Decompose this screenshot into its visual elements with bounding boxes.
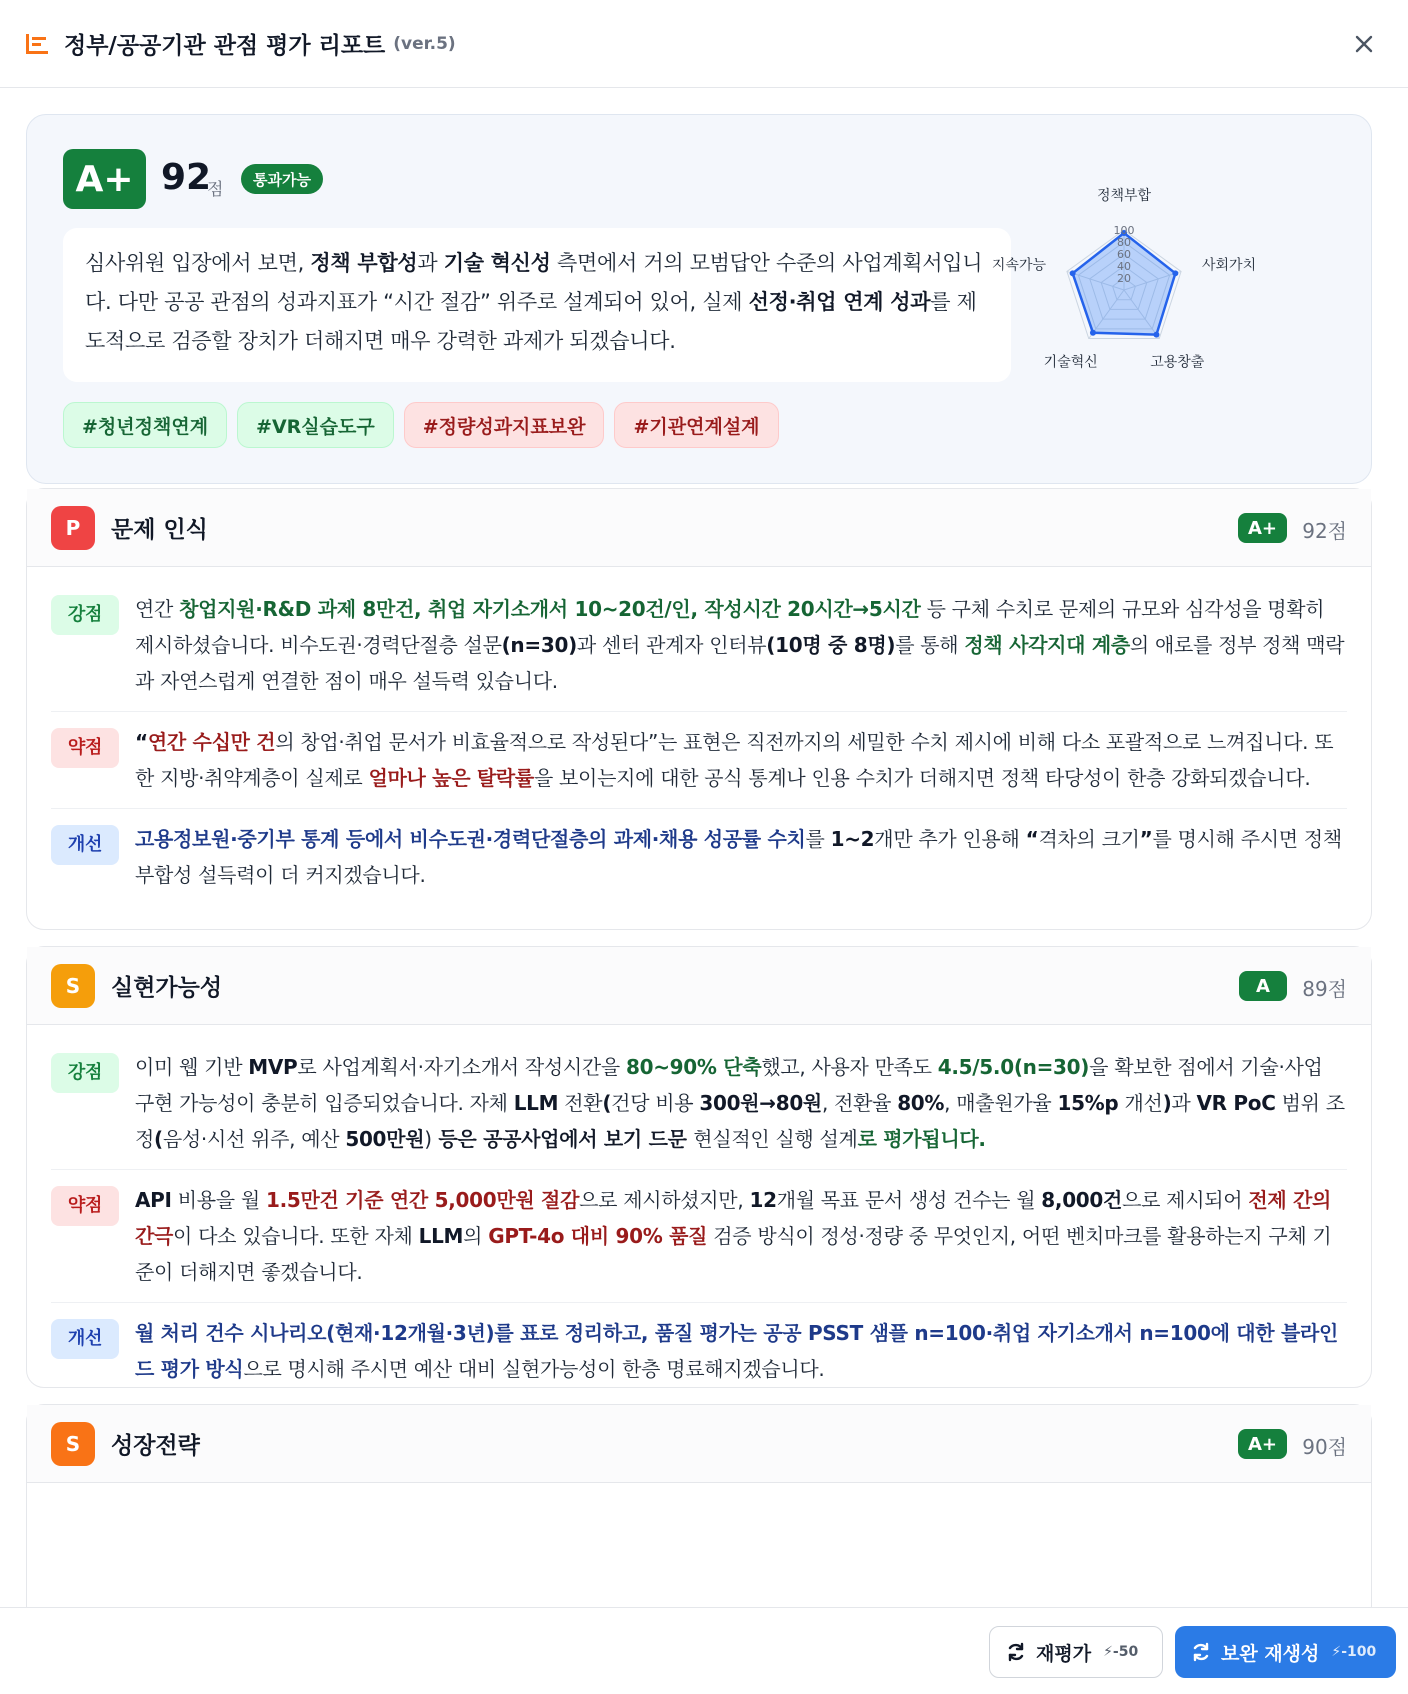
section-problem <box>26 488 1372 930</box>
strength-row <box>27 567 1371 711</box>
text: 으로 제시하셨지만, <box>579 1188 750 1212</box>
report-logo-icon <box>24 31 50 57</box>
section-score: 92점 <box>1302 519 1347 543</box>
highlight: 300원→80원 <box>699 1091 822 1115</box>
score-unit: 점 <box>207 180 224 200</box>
text: 을 보이는지에 대한 공식 통계나 인용 수치가 더해지면 정책 타당성이 한층 강화되겠습니다. <box>533 766 1311 790</box>
report-content[interactable] <box>0 89 1408 1606</box>
highlight: 고용정보원·중기부 통계 등에서 비수도권·경력단절층의 과제·채용 성공률 수치 <box>135 827 806 851</box>
text: , 매출원가율 <box>944 1091 1058 1115</box>
section-icon-p: P <box>51 506 95 550</box>
summary-highlight: 선정·취업 연계 성과 <box>748 290 931 314</box>
highlight: VR PoC <box>1196 1091 1276 1115</box>
text: 음성·시선 위주, 예산 <box>162 1127 346 1151</box>
text: 의 <box>463 1224 489 1248</box>
overall-score: 92 <box>161 157 212 198</box>
highlight: GPT-4o 대비 90% 품질 <box>488 1224 708 1248</box>
text: 으로 제시되어 <box>1122 1188 1249 1212</box>
text: 개선 <box>1118 1091 1163 1115</box>
close-button[interactable] <box>1344 24 1384 64</box>
tag-youth-policy[interactable]: #청년정책연계 <box>63 402 227 448</box>
page-title: 정부/공공기관 관점 평가 리포트 <box>64 33 386 59</box>
text: 를 <box>805 827 831 851</box>
radar-axis-label: 지속가능 <box>991 257 1046 274</box>
section-header <box>27 947 1371 1025</box>
text: 했고, 사용자 만족도 <box>761 1055 938 1079</box>
section-header <box>27 1405 1371 1483</box>
highlight: ) <box>1162 1091 1172 1115</box>
weakness-label: 약점 <box>51 1186 119 1226</box>
highlight: 월 처리 건수 시나리오(현재·12개월·3년)를 표로 정리하고, 품질 평가는 공공 PSST 샘플 n=100·취업 자기소개서 n=100에 대한 블라인드 평가 방식 <box>135 1321 1339 1381</box>
highlight: 로 평가됩니다. <box>857 1127 986 1151</box>
strength-label: 강점 <box>51 1053 119 1093</box>
highlight: 정책 사각지대 계층 <box>964 633 1130 657</box>
text: 연간 <box>135 597 180 621</box>
regenerate-button[interactable] <box>1175 1626 1396 1678</box>
highlight: 연간 수십만 건 <box>147 730 276 754</box>
radar-tick-label: 60 <box>1117 248 1131 261</box>
section-score: 90점 <box>1302 1435 1347 1459</box>
highlight: 80% <box>897 1091 945 1115</box>
text: ) <box>424 1127 432 1151</box>
text: 이미 웹 기반 <box>135 1055 249 1079</box>
radar-axis-label: 사회가치 <box>1202 257 1257 274</box>
regenerate-label: 보완 재생성 <box>1221 1642 1320 1665</box>
improve-row <box>51 808 1347 905</box>
highlight: 1.5만건 기준 연간 5,000만원 절감 <box>265 1188 580 1212</box>
summary-highlight: 정책 부합성 <box>310 251 418 275</box>
text: 로 사업계획서·자기소개서 작성시간을 <box>297 1055 626 1079</box>
radar-tick-label: 100 <box>1113 224 1135 237</box>
pass-status-badge: 통과가능 <box>241 164 323 194</box>
highlight: LLM <box>418 1224 464 1248</box>
reevaluate-button[interactable] <box>989 1626 1163 1678</box>
section-icon-s: S <box>51 964 95 1008</box>
radar-tick-label: 40 <box>1117 260 1131 273</box>
highlight: ( <box>154 1127 163 1151</box>
summary-text-part: 심사위원 입장에서 보면, <box>85 251 311 275</box>
dialog-footer <box>0 1607 1408 1694</box>
text: 검증 방식이 정성·정량 중 무엇인지, 어떤 벤치마크를 활용하는지 구체 기준이 더해지면 좋겠습니다. <box>135 1224 1332 1284</box>
weakness-label: 약점 <box>51 728 119 768</box>
weakness-row <box>51 711 1347 808</box>
highlight: 80~90% 단축 <box>625 1055 762 1079</box>
tag-agency-linkage[interactable]: #기관연계설계 <box>614 402 778 448</box>
highlight: “ <box>1025 827 1039 851</box>
text: 개월 목표 문서 생성 건수는 월 <box>776 1188 1042 1212</box>
text: 과 <box>1171 1091 1197 1115</box>
radar-axis-label: 정책부합 <box>1096 188 1152 204</box>
keyword-tags <box>63 402 779 448</box>
highlight: (n=30) <box>501 633 577 657</box>
text: “ <box>135 730 148 754</box>
text: 격차의 크기 <box>1038 827 1140 851</box>
regenerate-cost: ⚡-100 <box>1331 1644 1377 1660</box>
summary-card <box>26 114 1372 484</box>
summary-text <box>63 228 1011 382</box>
highlight: 12 <box>749 1188 777 1212</box>
text: 을 확보한 점에서 기술·사업 구현 가능성이 충분히 입증되었습니다. 자체 <box>135 1055 1323 1115</box>
radar-tick-label: 80 <box>1117 236 1131 249</box>
highlight: (10명 중 8명) <box>766 633 896 657</box>
section-title: 성장전략 <box>111 1433 200 1459</box>
reevaluate-cost: ⚡-50 <box>1103 1644 1139 1660</box>
highlight: 4.5/5.0(n=30) <box>937 1055 1090 1079</box>
highlight: 8,000건 <box>1041 1188 1123 1212</box>
text: 의 창업·취업 문서가 비효율적으로 작성된다”는 표현은 직전까지의 세밀한 수치 제시에 비해 다소 포괄적으로 느껴집니다. 또한 지방·취약계층이 실제로 <box>135 730 1334 790</box>
text: , 전환율 <box>821 1091 898 1115</box>
weakness-row <box>51 1169 1347 1302</box>
section-grade-badge: A+ <box>1238 513 1287 543</box>
text: 를 통해 <box>895 633 965 657</box>
section-title: 실현가능성 <box>111 975 223 1001</box>
section-score: 89점 <box>1302 977 1347 1001</box>
highlight: 전제 간의 간극 <box>135 1188 1332 1248</box>
refresh-icon <box>1191 1642 1211 1662</box>
highlight: 1~2 <box>830 827 875 851</box>
dialog-header <box>0 0 1408 88</box>
overall-grade-badge: A+ <box>63 149 146 209</box>
text: 이 다소 있습니다. 또한 자체 <box>173 1224 419 1248</box>
highlight: MVP <box>248 1055 298 1079</box>
text: 개만 추가 인용해 <box>874 827 1026 851</box>
text: 건당 비용 <box>611 1091 700 1115</box>
text: 과 센터 관계자 인터뷰 <box>576 633 767 657</box>
radar-tick-label: 20 <box>1117 272 1131 285</box>
highlight: 15%p <box>1057 1091 1119 1115</box>
cost-value: -100 <box>1341 1644 1377 1660</box>
highlight: 창업지원·R&D 과제 8만건, 취업 자기소개서 10~20건/인, 작성시간 20시간→5시간 <box>179 597 921 621</box>
close-icon <box>1354 34 1374 54</box>
text: 으로 명시해 주시면 예산 대비 실현가능성이 한층 명료해지겠습니다. <box>243 1357 825 1381</box>
improve-label: 개선 <box>51 825 119 865</box>
highlight: 얼마나 높은 탈락률 <box>368 766 534 790</box>
radar-data-point <box>1153 332 1159 338</box>
section-growth <box>26 1404 1372 1624</box>
text: 의 애로를 정부 정책 맥락과 자연스럽게 연결한 점이 매우 설득력 있습니다. <box>135 633 1345 693</box>
version-label: (ver.5) <box>393 33 456 54</box>
improve-row <box>51 1302 1347 1399</box>
text: 를 명시해 주시면 정책 부합성 설득력이 더 커지겠습니다. <box>135 827 1342 887</box>
tag-vr-tool[interactable]: #VR실습도구 <box>237 402 394 448</box>
section-feasibility <box>26 946 1372 1388</box>
section-grade-badge: A+ <box>1238 1429 1287 1459</box>
strength-label: 강점 <box>51 595 119 635</box>
radar-data-point <box>1172 270 1178 276</box>
section-header <box>27 489 1371 567</box>
summary-text-part: 측면에서 거의 모범답안 수준의 사업계획서입니다. 다만 공공 관점의 성과지표가 “시간 절감” 위주로 설계되어 있어, 실제 <box>85 251 983 314</box>
radar-axis-label: 고용창출 <box>1150 354 1205 371</box>
summary-highlight: 기술 혁신성 <box>443 251 551 275</box>
text: 비용을 월 <box>171 1188 266 1212</box>
refresh-icon <box>1006 1642 1026 1662</box>
cost-value: -50 <box>1112 1644 1139 1660</box>
summary-text-part: 를 제도적으로 검증할 장치가 더해지면 매우 강력한 과제가 되겠습니다. <box>85 290 977 353</box>
text: 현실적인 실행 설계 <box>693 1127 858 1151</box>
tag-metric-gap[interactable]: #정량성과지표보완 <box>404 402 605 448</box>
highlight: LLM <box>513 1091 559 1115</box>
strength-row <box>27 1025 1371 1169</box>
highlight: ” <box>1139 827 1153 851</box>
radar-data-point <box>1090 330 1096 336</box>
radar-axis-label: 기술혁신 <box>1043 354 1098 371</box>
text: 범위 조정 <box>135 1091 1345 1151</box>
improve-label: 개선 <box>51 1319 119 1359</box>
section-title: 문제 인식 <box>111 517 208 543</box>
summary-text-part: 과 <box>417 251 444 275</box>
radar-data-point <box>1070 270 1076 276</box>
text: 등 구체 수치로 문제의 규모와 심각성을 명확히 제시하셨습니다. 비수도권·경력단절층 설문 <box>135 597 1325 657</box>
section-icon-s: S <box>51 1422 95 1466</box>
reevaluate-label: 재평가 <box>1036 1642 1092 1665</box>
text: 전환 <box>558 1091 603 1115</box>
highlight: ( <box>602 1091 612 1115</box>
highlight: 500만원 <box>345 1127 425 1151</box>
radar-chart <box>991 175 1359 435</box>
section-grade-badge: A <box>1239 971 1287 1001</box>
highlight: 등은 공공사업에서 보기 드문 <box>431 1127 694 1151</box>
highlight: API <box>135 1188 172 1212</box>
